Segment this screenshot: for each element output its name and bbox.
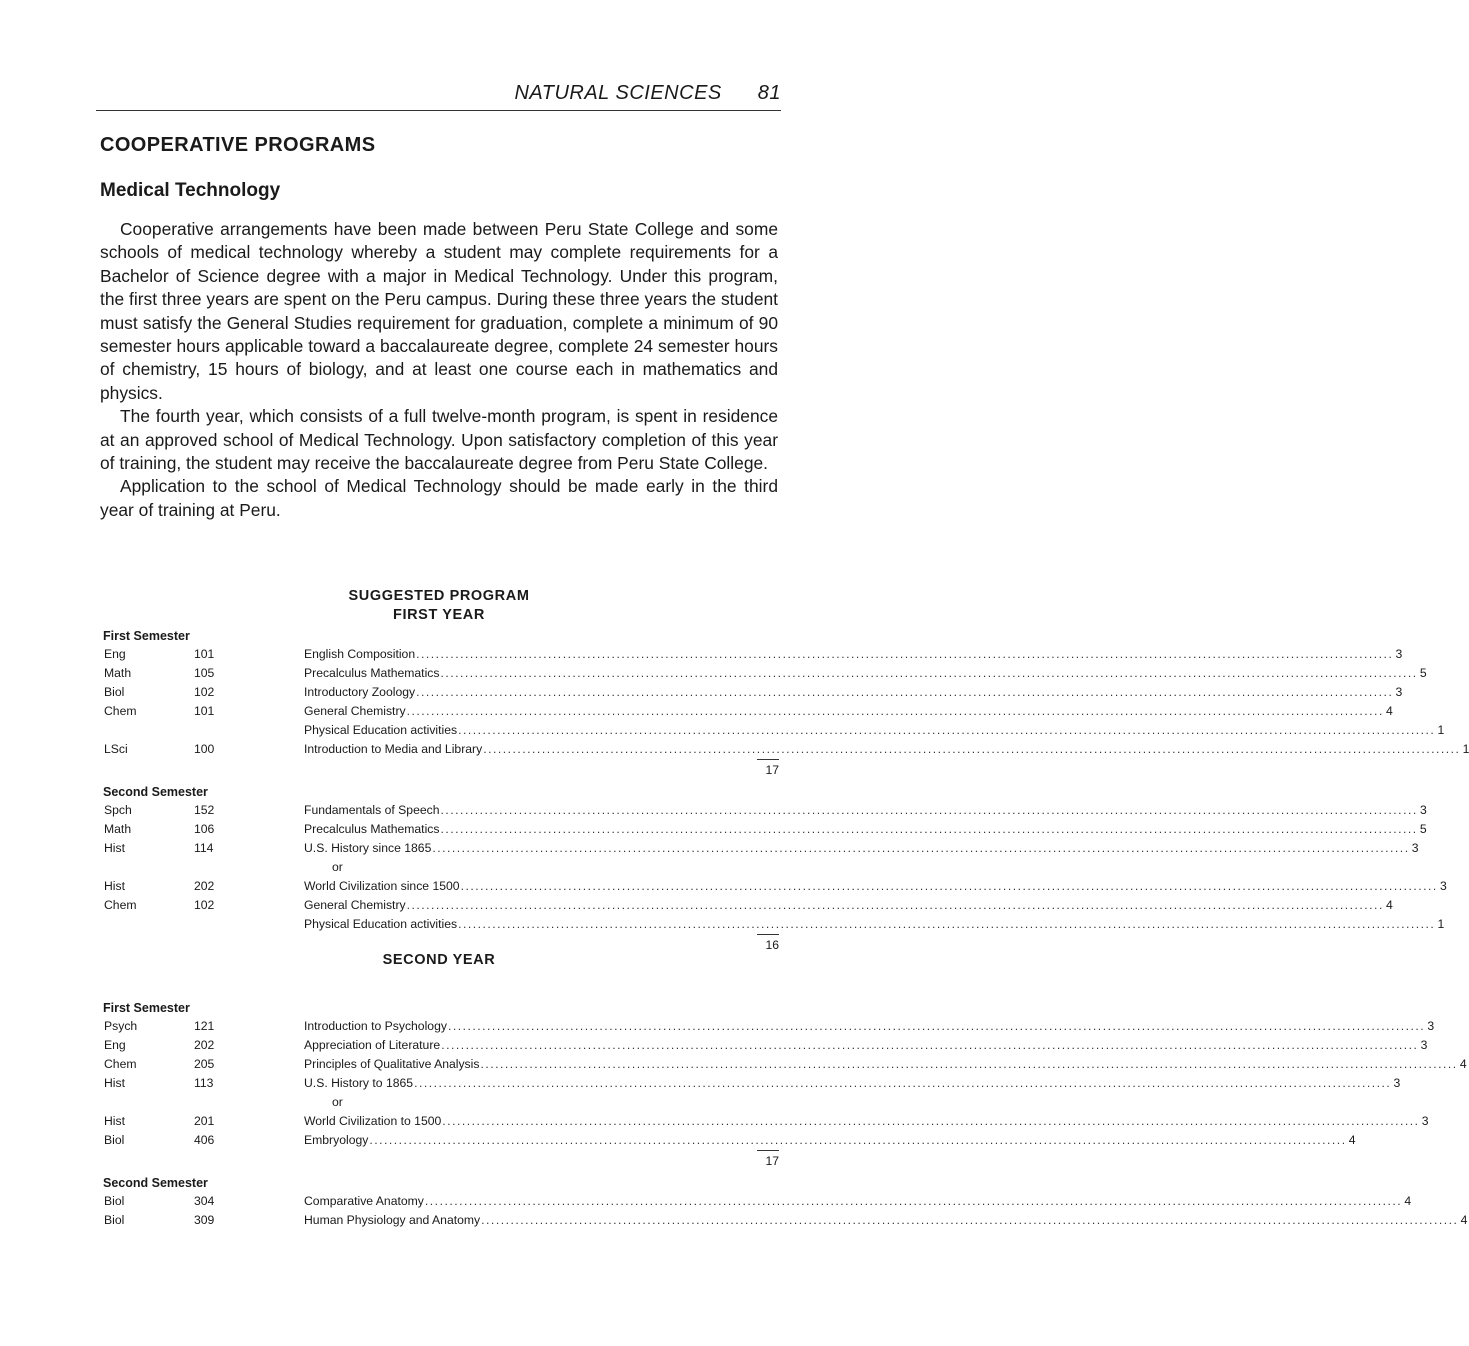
course-row [100, 1131, 1356, 1150]
course-title-line [304, 664, 1427, 683]
course-title: Human Physiology and Anatomy [304, 1213, 481, 1227]
course-number: 101 [194, 647, 215, 661]
course-title-line [304, 896, 1393, 915]
course-number: 102 [194, 898, 215, 912]
course-hours: 5 [1419, 822, 1427, 836]
course-hours: 3 [1427, 1019, 1435, 1033]
total-rule [757, 934, 779, 935]
or-row [100, 1093, 780, 1112]
header-rule [96, 110, 781, 111]
dot-leader: ........................................................................................................................................................................................................ [369, 1133, 1347, 1147]
course-dept: Biol [104, 1194, 125, 1208]
course-row [100, 896, 1393, 915]
paragraph: Cooperative arrangements have been made between Peru State College and some schools of medical technology whereby a student may complete requirements for a Bachelor of Science degree with a major in Medical Technology. Under this program, the first three years are spent on the Peru campus. During these three years the student must satisfy the General Studies requirement for graduation, complete a minimum of 90 semester hours applicable toward a baccalaureate degree, complete 24 semester hours of chemistry, 15 hours of biology, and at least one course each in mathematics and physics. [100, 219, 778, 403]
course-row [100, 1192, 1412, 1211]
course-number: 205 [194, 1057, 215, 1071]
course-title-line [304, 839, 1419, 858]
course-hours: 3 [1419, 803, 1427, 817]
course-dept: Hist [104, 1076, 125, 1090]
course-number: 101 [194, 704, 215, 718]
course-title: Embryology [304, 1133, 369, 1147]
total-hours: 16 [765, 938, 779, 952]
dot-leader: ........................................................................................................................................................................................................ [406, 704, 1384, 718]
course-title-line [304, 740, 1469, 759]
course-dept: Biol [104, 1213, 125, 1227]
course-title: World Civilization since 1500 [304, 879, 460, 893]
total-rule [757, 1150, 779, 1151]
course-title-line [304, 801, 1427, 820]
course-hours: 3 [1395, 647, 1403, 661]
course-dept: Hist [104, 879, 125, 893]
course-row [100, 1055, 1467, 1074]
course-hours: 5 [1419, 666, 1427, 680]
course-title: English Composition [304, 647, 416, 661]
course-title: General Chemistry [304, 898, 406, 912]
course-dept: Eng [104, 647, 126, 661]
body-text [100, 218, 778, 522]
course-title-line [304, 1192, 1412, 1211]
running-head [96, 82, 781, 105]
course-number: 113 [194, 1076, 214, 1090]
course-row [100, 1017, 1435, 1036]
total-rule [757, 759, 779, 760]
course-dept: Biol [104, 1133, 125, 1147]
course-number: 121 [194, 1019, 215, 1033]
course-dept: Chem [104, 1057, 137, 1071]
course-title: Appreciation of Literature [304, 1038, 441, 1052]
course-number: 309 [194, 1213, 215, 1227]
semester-block [100, 783, 1447, 956]
course-title-line [304, 645, 1403, 664]
course-dept: Math [104, 822, 132, 836]
course-row [100, 683, 1403, 702]
course-hours: 1 [1437, 917, 1445, 931]
course-title: Precalculus Mathematics [304, 666, 440, 680]
course-dept: Math [104, 666, 132, 680]
course-title: Principles of Qualitative Analysis [304, 1057, 480, 1071]
course-hours: 4 [1404, 1194, 1412, 1208]
course-row [100, 839, 1419, 858]
course-number: 106 [194, 822, 215, 836]
course-row [100, 645, 1403, 664]
course-dept: LSci [104, 742, 128, 756]
course-row [100, 877, 1447, 896]
dot-leader: ........................................................................................................................................................................................................ [483, 742, 1461, 756]
course-number: 304 [194, 1194, 215, 1208]
course-title-line [304, 1074, 1401, 1093]
course-number: 152 [194, 803, 215, 817]
course-title-line [304, 683, 1403, 702]
course-number: 105 [194, 666, 215, 680]
dot-leader: ........................................................................................................................................................................................................ [441, 1038, 1419, 1052]
course-row [100, 915, 1445, 934]
semester-total [100, 759, 780, 781]
semester-block [100, 999, 1467, 1172]
dot-leader: ........................................................................................................................................................................................................ [447, 1019, 1426, 1033]
course-hours: 4 [1386, 898, 1393, 912]
second-year-heading: SECOND YEAR [382, 952, 496, 968]
course-dept: Hist [104, 1114, 125, 1128]
course-row [100, 1074, 1401, 1093]
running-head-section: NATURAL SCIENCES [514, 82, 722, 104]
course-title: U.S. History since 1865 [304, 841, 432, 855]
dot-leader: ........................................................................................................................................................................................................ [406, 898, 1384, 912]
course-title: Introductory Zoology [304, 685, 416, 699]
course-title-line [304, 1131, 1356, 1150]
course-title: Introduction to Psychology [304, 1019, 447, 1033]
course-hours: 3 [1395, 685, 1403, 699]
course-dept: Chem [104, 898, 137, 912]
course-number: 114 [194, 841, 214, 855]
semester-label: First Semester [103, 629, 190, 643]
course-title-line [304, 1055, 1467, 1074]
course-row [100, 820, 1427, 839]
course-title-line [304, 702, 1393, 721]
course-row [100, 1211, 1468, 1230]
course-row [100, 801, 1427, 820]
dot-leader: ........................................................................................................................................................................................................ [440, 803, 1418, 817]
course-row [100, 721, 1445, 740]
course-hours: 1 [1462, 742, 1469, 756]
course-number: 201 [194, 1114, 215, 1128]
semester-total [100, 1150, 780, 1172]
course-title-line [304, 1036, 1428, 1055]
or-text: or [332, 860, 343, 874]
course-title-line [304, 1211, 1468, 1230]
dot-leader: ........................................................................................................................................................................................................ [442, 1114, 1420, 1128]
course-row [100, 664, 1427, 683]
dot-leader: ........................................................................................................................................................................................................ [432, 841, 1410, 855]
course-row [100, 702, 1393, 721]
course-dept: Psych [104, 1019, 138, 1033]
course-number: 202 [194, 879, 215, 893]
course-dept: Eng [104, 1038, 126, 1052]
course-hours: 4 [1348, 1133, 1356, 1147]
dot-leader: ........................................................................................................................................................................................................ [458, 917, 1436, 931]
dot-leader: ........................................................................................................................................................................................................ [424, 1194, 1403, 1208]
semester-label: First Semester [103, 1001, 190, 1015]
dot-leader: ........................................................................................................................................................................................................ [481, 1213, 1459, 1227]
first-year-heading: FIRST YEAR [393, 607, 485, 623]
course-number: 100 [194, 742, 215, 756]
course-dept: Chem [104, 704, 137, 718]
semester-block [100, 627, 1469, 781]
course-number: 102 [194, 685, 215, 699]
dot-leader: ........................................................................................................................................................................................................ [416, 647, 1394, 661]
semester-block [100, 1174, 1468, 1230]
or-row [100, 858, 780, 877]
course-title: Fundamentals of Speech [304, 803, 440, 817]
course-dept: Spch [104, 803, 132, 817]
dot-leader: ........................................................................................................................................................................................................ [416, 685, 1394, 699]
paragraph: Application to the school of Medical Technology should be made early in the third year of training at Peru. [100, 476, 778, 520]
course-hours: 3 [1420, 1038, 1428, 1052]
dot-leader: ........................................................................................................................................................................................................ [440, 822, 1418, 836]
course-hours: 4 [1459, 1057, 1467, 1071]
course-hours: 3 [1421, 1114, 1429, 1128]
course-title: World Civilization to 1500 [304, 1114, 442, 1128]
course-hours: 1 [1437, 723, 1445, 737]
course-hours: 4 [1386, 704, 1393, 718]
suggested-program-heading: SUGGESTED PROGRAM [348, 588, 530, 604]
course-title: Physical Education activities [304, 917, 458, 931]
course-title-line [304, 1017, 1435, 1036]
course-dept: Biol [104, 685, 125, 699]
course-title-line [304, 1112, 1429, 1131]
course-number: 406 [194, 1133, 215, 1147]
course-title: General Chemistry [304, 704, 406, 718]
course-title: Comparative Anatomy [304, 1194, 424, 1208]
course-title: Precalculus Mathematics [304, 822, 440, 836]
course-dept: Hist [104, 841, 125, 855]
course-title: Introduction to Media and Library [304, 742, 483, 756]
course-title: U.S. History to 1865 [304, 1076, 414, 1090]
dot-leader: ........................................................................................................................................................................................................ [460, 879, 1438, 893]
course-row [100, 1036, 1428, 1055]
paragraph: The fourth year, which consists of a full twelve-month program, is spent in residence at an approved school of Medical Technology. Upon satisfactory completion of this year of training, the student may receive the baccalaureate degree from Peru State College. [100, 406, 778, 474]
page-number: 81 [757, 82, 781, 104]
course-title-line [304, 721, 1445, 740]
course-title: Physical Education activities [304, 723, 458, 737]
course-row [100, 740, 1469, 759]
course-hours: 3 [1393, 1076, 1401, 1090]
course-number: 202 [194, 1038, 215, 1052]
total-hours: 17 [765, 763, 779, 777]
course-title-line [304, 915, 1445, 934]
course-hours: 4 [1460, 1213, 1468, 1227]
section-title: COOPERATIVE PROGRAMS [100, 134, 376, 156]
course-row [100, 1112, 1429, 1131]
dot-leader: ........................................................................................................................................................................................................ [480, 1057, 1458, 1071]
semester-label: Second Semester [103, 785, 208, 799]
course-hours: 3 [1440, 879, 1447, 893]
course-title-line [304, 820, 1427, 839]
dot-leader: ........................................................................................................................................................................................................ [414, 1076, 1392, 1090]
course-hours: 3 [1411, 841, 1419, 855]
course-title-line [304, 877, 1447, 896]
dot-leader: ........................................................................................................................................................................................................ [458, 723, 1436, 737]
dot-leader: ........................................................................................................................................................................................................ [440, 666, 1418, 680]
or-text: or [332, 1095, 343, 1109]
subsection-title: Medical Technology [100, 180, 281, 201]
semester-label: Second Semester [103, 1176, 208, 1190]
total-hours: 17 [765, 1154, 779, 1168]
